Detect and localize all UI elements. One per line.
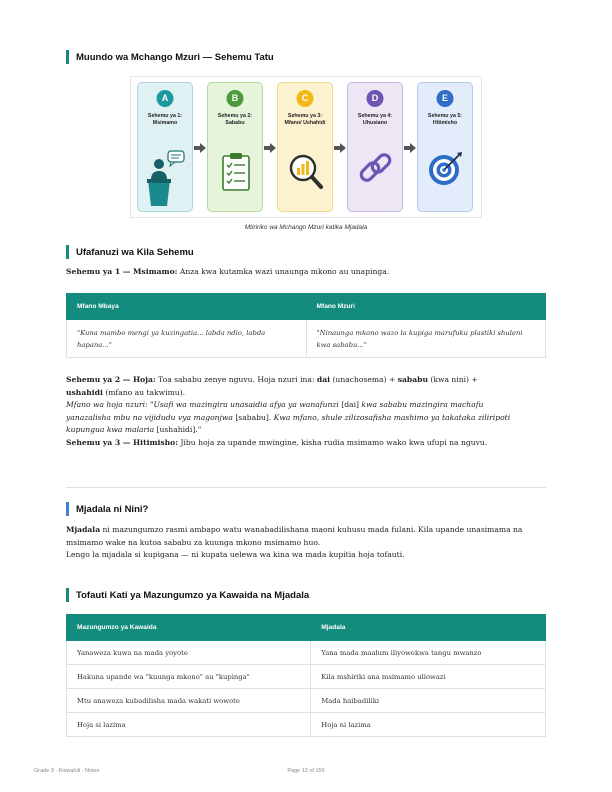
arrow-right-icon — [404, 143, 416, 153]
table-row — [67, 320, 546, 358]
stage-label: Sehemu ya 3: Mfano/ Ushahidi — [284, 113, 326, 126]
figure-caption: Mtiririko wa Mchango Mzuri katika Mjadala — [244, 224, 368, 231]
table-header-cell: Mazungumzo ya Kawaida — [67, 615, 311, 641]
mjadala-heading — [66, 502, 148, 516]
table-cell: Mada haibadiliki — [311, 689, 546, 713]
mjadala-paragraph: Mjadala ni mazungumzo rasmi ambapo watu wanabadilishana maoni kuhusu mada fulani. Kila upande unasimama na msimamo wake na kutoa sababu za kuunga mkono msimamo huo. Lengo la mjadala si kupigana — ni kupata uelewa wa kina wa mada kupitia hoja tofauti. — [66, 525, 523, 559]
explanation-title: Ufafanuzi wa Kila Sehemu — [76, 246, 194, 258]
arrow-right-icon — [334, 143, 346, 153]
stage-letter: A — [157, 90, 174, 107]
stage-card-2 — [207, 82, 263, 212]
table-header-row — [67, 294, 546, 320]
table-cell: Hoja ni lazima — [311, 713, 546, 737]
table-row — [67, 641, 546, 665]
table-cell: "Kuna mambo mengi ya kuzingatia... labda ndio, labda hapana..." — [67, 320, 307, 358]
heading-accent-bar — [66, 502, 69, 516]
table-cell: Mtu anaweza kubadilisha mada wakati wowote — [67, 689, 311, 713]
table-cell: Yanaweza kuwa na mada yoyote — [67, 641, 311, 665]
stage-letter: C — [297, 90, 314, 107]
stage-card-4 — [347, 82, 403, 212]
table-header-cell: Mfano Mzuri — [306, 294, 546, 320]
explanation-heading — [66, 245, 194, 259]
footer-left: Grade 9 · Kiswahili · Notes — [34, 768, 100, 774]
table-row — [67, 665, 546, 689]
footer-page-number: Page 12 of 155 — [287, 768, 325, 774]
stage-letter: E — [437, 90, 454, 107]
stage-label: Sehemu ya 2: Sababu — [217, 113, 253, 126]
table-header-cell: Mfano Mbaya — [67, 294, 307, 320]
stage-card-5 — [417, 82, 473, 212]
comparison-table — [66, 614, 546, 737]
heading-accent-bar — [66, 588, 69, 602]
table-cell: Yana mada maalum iliyowekwa tangu mwanzo — [311, 641, 546, 665]
section-title: Muundo wa Mchango Mzuri — Sehemu Tatu — [76, 51, 274, 63]
table-cell: "Ninaunga mkono wazo la kupiga marufuku plastiki shuleni kwa sababu..." — [306, 320, 546, 358]
flow-diagram — [130, 76, 482, 218]
section-divider — [66, 487, 546, 488]
mjadala-title: Mjadala ni Nini? — [76, 503, 149, 515]
table-cell: Kila mshiriki ana msimamo uliowazi — [311, 665, 546, 689]
table-header-row — [67, 615, 546, 641]
clipboard-checklist-icon — [216, 148, 256, 208]
speaker-podium-icon — [146, 148, 186, 208]
chain-link-icon — [356, 148, 396, 208]
examples-table — [66, 293, 546, 358]
table-cell: Hakuna upande wa "kuunga mkono" au "kupinga" — [67, 665, 311, 689]
stage-label: Sehemu ya 1: Msimamo — [147, 113, 183, 126]
table-header-cell: Mjadala — [311, 615, 546, 641]
part2-paragraph: Sehemu ya 2 — Hoja: Toa sababu zenye nguvu. Hoja nzuri ina: dai (unachosema) + sababu (kwa nini) + ushahidi (mfano au takwimu). Mfano wa hoja nzuri: "Usafi wa mazingira unasaidia afya ya wanafunzi [dai] kwa sababu mazingira machafu yanazalisha mbu na vijidudu vya magonjwa [sababu]. Kwa mfano, shule zilizosafisha mashimo ya takataka ziliripoti kupungua kwa malaria [ushahidi]." Sehemu ya 3 — Hitimisho: Jibu hoja za upande mwingine, kisha rudia msimamo wako kwa ufupi na nguvu. — [66, 375, 511, 447]
comparison-heading — [66, 588, 309, 602]
stage-letter: B — [227, 90, 244, 107]
stage-card-3 — [277, 82, 333, 212]
stage-letter: D — [367, 90, 384, 107]
comparison-title: Tofauti Kati ya Mazungumzo ya Kawaida na Mjadala — [76, 589, 310, 601]
stage-label: Sehemu ya 4: Uhusiano — [357, 113, 393, 126]
table-row — [67, 713, 546, 737]
arrow-right-icon — [194, 143, 206, 153]
part1-paragraph: Sehemu ya 1 — Msimamo: Anza kwa kutamka wazi unaunga mkono au unapinga. — [66, 267, 390, 276]
table-row — [67, 689, 546, 713]
table-cell: Hoja si lazima — [67, 713, 311, 737]
section-heading — [66, 50, 274, 64]
heading-accent-bar — [66, 50, 69, 64]
heading-accent-bar — [66, 245, 69, 259]
target-arrow-icon — [426, 148, 466, 208]
stage-card-1 — [137, 82, 193, 212]
magnifier-chart-icon — [286, 148, 326, 208]
arrow-right-icon — [264, 143, 276, 153]
stage-label: Sehemu ya 5: Hitimisho — [427, 113, 463, 126]
